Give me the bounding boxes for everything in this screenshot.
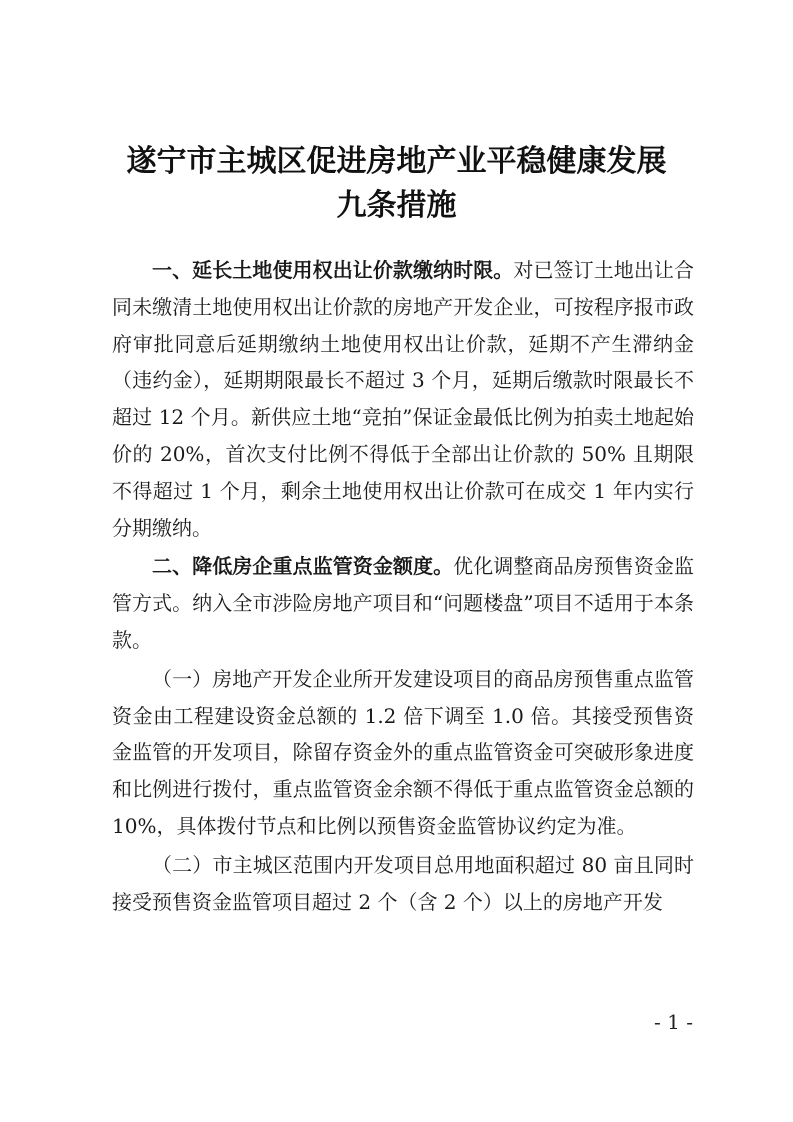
page-number: - 1 -	[654, 1010, 693, 1034]
document-title-line2: 九条措施	[336, 188, 457, 223]
paragraph-4	[112, 847, 694, 921]
paragraph-3	[112, 661, 694, 845]
paragraph-2-text: 优化调整商品房预售资金监管方式。纳入全市涉险房地产项目和“问题楼盘”项目不适用于本条款。	[112, 554, 695, 652]
paragraph-1	[112, 252, 694, 546]
document-title-line1: 遂宁市主城区促进房地产业平稳健康发展	[126, 144, 667, 179]
paragraph-3-text: （一）房地产开发企业所开发建设项目的商品房预售重点监管资金由工程建设资金总额的 1.2 倍下调至 1.0 倍。其接受预售资金监管的开发项目，除留存资金外的重点监管资金可突破形象进度和比例进行拨付，重点监管资金余额不得低于重点监管资金总额的 10%，具体拨付节点和比例以预售资金监管协议约定为准。	[112, 666, 694, 838]
document-body	[112, 252, 694, 920]
paragraph-1-text: 对已签订土地出让合同未缴清土地使用权出让价款的房地产开发企业，可按程序报市政府审批同意后延期缴纳土地使用权出让价款，延期不产生滞纳金（违约金），延期期限最长不超过 3 个月，延期后缴款时限最长不超过 12 个月。新供应土地“竞拍”保证金最低比例为拍卖土地起始价的 20%，首次支付比例不得低于全部出让价款的 50% 且期限不得超过 1 个月，剩余土地使用权出让价款可在成交 1 年内实行分期缴纳。	[112, 258, 695, 540]
paragraph-4-text: （二）市主城区范围内开发项目总用地面积超过 80 亩且同时接受预售资金监管项目超过 2 个（含 2 个）以上的房地产开发	[112, 852, 694, 914]
paragraph-1-heading: 一、延长土地使用权出让价款缴纳时限。	[152, 258, 514, 282]
paragraph-2-heading: 二、降低房企重点监管资金额度。	[152, 554, 454, 579]
paragraph-2	[112, 548, 694, 658]
